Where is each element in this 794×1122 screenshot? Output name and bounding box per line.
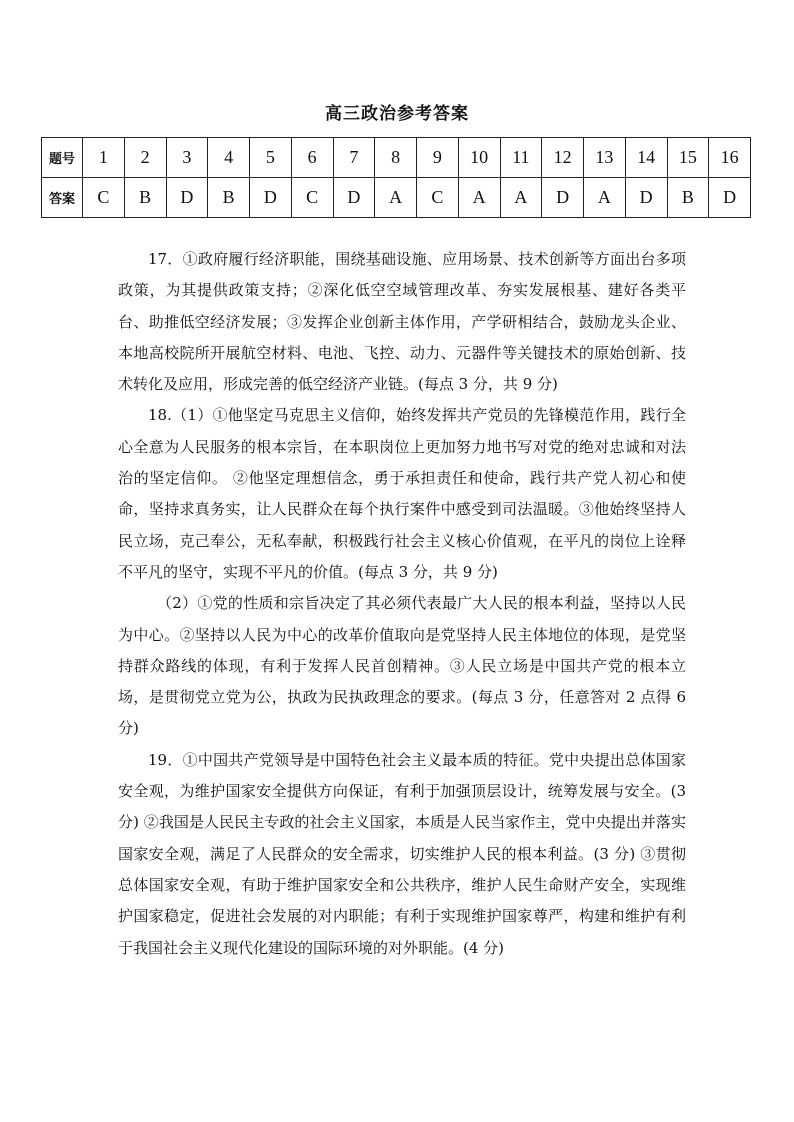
answer-cell: B xyxy=(667,178,709,218)
answer-table xyxy=(41,137,751,218)
question-number-cell: 2 xyxy=(124,138,166,178)
question-number-cell: 3 xyxy=(166,138,208,178)
page-title: 高三政治参考答案 xyxy=(325,104,469,124)
answer-cell: B xyxy=(208,178,250,218)
answer-cell: D xyxy=(166,178,208,218)
question-number-cell: 10 xyxy=(458,138,500,178)
question-number-cell: 12 xyxy=(542,138,584,178)
question-number-row xyxy=(42,138,751,178)
answer-18-part1-paragraph: 18.（1）①他坚定马克思主义信仰，始终发挥共产党员的先锋模范作用，践行全心全意为人民服务的根本宗旨，在本职岗位上更加努力地书写对党的绝对忠诚和对法治的坚定信仰。 ②他坚定理想信念，勇于承担责任和使命，践行共产党人初心和使命，坚持求真务实，让人民群众在每个执行案件中感受到司法温暖。③他始终坚持人民立场，克己奉公，无私奉献，积极践行社会主义核心价值观，在平凡的岗位上诠释不平凡的坚守，实现不平凡的价值。(每点 3 分，共 9 分) xyxy=(118,406,686,581)
question-number-cell: 1 xyxy=(83,138,125,178)
row-header-question: 题号 xyxy=(42,138,83,178)
answer-explanations xyxy=(118,244,686,964)
answer-cell: D xyxy=(625,178,667,218)
answer-cell: C xyxy=(291,178,333,218)
question-number-cell: 16 xyxy=(709,138,751,178)
answer-cell: D xyxy=(709,178,751,218)
answer-cell: B xyxy=(124,178,166,218)
answer-cell: C xyxy=(417,178,459,218)
question-number-cell: 6 xyxy=(291,138,333,178)
question-number-cell: 14 xyxy=(625,138,667,178)
answer-18-part2-paragraph: （2）①党的性质和宗旨决定了其必须代表最广大人民的根本利益，坚持以人民为中心。②坚持以人民为中心的改革价值取向是党坚持人民主体地位的体现，是党坚持群众路线的体现，有利于发挥人民首创精神。③人民立场是中国共产党的根本立场，是贯彻党立党为公，执政为民执政理念的要求。(每点 3 分，任意答对 2 点得 6 分) xyxy=(118,594,686,738)
question-number-cell: 13 xyxy=(584,138,626,178)
row-header-answer: 答案 xyxy=(42,178,83,218)
question-number-cell: 8 xyxy=(375,138,417,178)
answer-cell: D xyxy=(333,178,375,218)
question-number-cell: 11 xyxy=(500,138,542,178)
answer-cell: D xyxy=(250,178,292,218)
answer-17-paragraph: 17．①政府履行经济职能，围绕基础设施、应用场景、技术创新等方面出台多项政策，为其提供政策支持；②深化低空空域管理改革、夯实发展根基、建好各类平台、助推低空经济发展；③发挥企业创新主体作用，产学研相结合，鼓励龙头企业、本地高校院所开展航空材料、电池、飞控、动力、元器件等关键技术的原始创新、技术转化及应用，形成完善的低空经济产业链。(每点 3 分，共 9 分) xyxy=(118,250,686,394)
answer-19-paragraph: 19．①中国共产党领导是中国特色社会主义最本质的特征。党中央提出总体国家安全观，为维护国家安全提供方向保证，有利于加强顶层设计，统筹发展与安全。(3 分) ②我国是人民民主专政的社会主义国家，本质是人民当家作主，党中央提出并落实国家安全观，满足了人民群众的安全需求，切实维护人民的根本利益。(3 分) ③贯彻总体国家安全观，有助于维护国家安全和公共秩序，维护人民生命财产安全，实现维护国家稳定，促进社会发展的对内职能；有利于实现维护国家尊严，构建和维护有利于我国社会主义现代化建设的国际环境的对外职能。(4 分) xyxy=(118,750,686,957)
question-number-cell: 4 xyxy=(208,138,250,178)
answer-cell: D xyxy=(542,178,584,218)
answer-cell: A xyxy=(458,178,500,218)
answer-cell: A xyxy=(584,178,626,218)
answer-cell: C xyxy=(83,178,125,218)
question-number-cell: 9 xyxy=(417,138,459,178)
answer-cell: A xyxy=(375,178,417,218)
question-number-cell: 7 xyxy=(333,138,375,178)
answer-cell: A xyxy=(500,178,542,218)
answer-row xyxy=(42,178,751,218)
question-number-cell: 15 xyxy=(667,138,709,178)
question-number-cell: 5 xyxy=(250,138,292,178)
